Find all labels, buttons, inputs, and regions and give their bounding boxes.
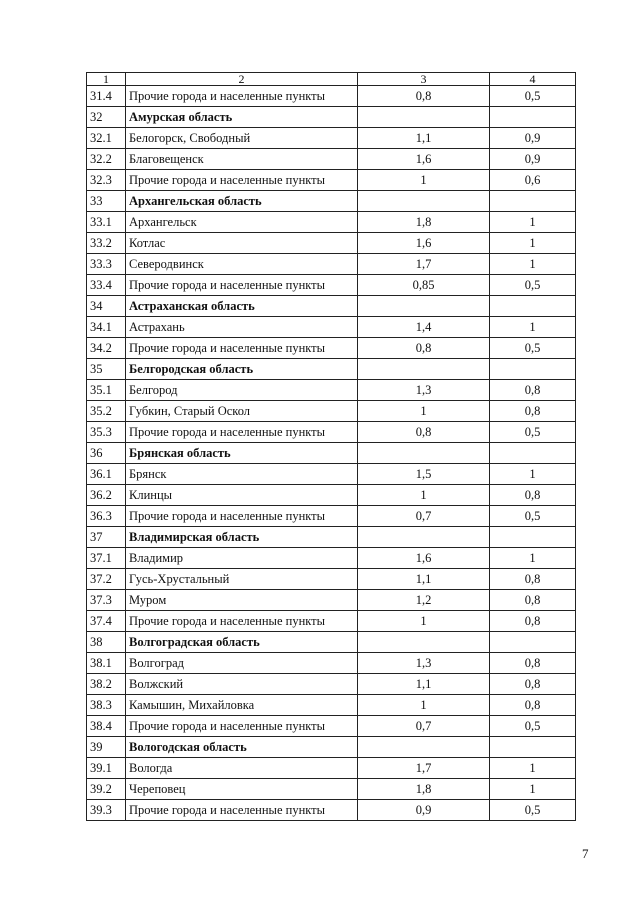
row-col4-cell	[490, 632, 576, 653]
row-col3-cell: 1,6	[358, 233, 490, 254]
row-col4-cell: 0,8	[490, 611, 576, 632]
row-number-cell: 33.3	[87, 254, 126, 275]
row-col4-cell: 1	[490, 548, 576, 569]
table-row	[87, 548, 576, 569]
row-name-cell: Прочие города и населенные пункты	[126, 611, 358, 632]
table-body	[87, 73, 576, 821]
row-col3-cell: 1,2	[358, 590, 490, 611]
row-number-cell: 36.2	[87, 485, 126, 506]
row-number-cell: 38.2	[87, 674, 126, 695]
row-number-cell: 39	[87, 737, 126, 758]
table-row	[87, 485, 576, 506]
row-col3-cell	[358, 632, 490, 653]
row-name-cell: Вологда	[126, 758, 358, 779]
row-col3-cell: 0,8	[358, 338, 490, 359]
row-number-cell: 32.3	[87, 170, 126, 191]
row-col4-cell: 0,6	[490, 170, 576, 191]
row-name-cell: Астраханская область	[126, 296, 358, 317]
row-col4-cell: 0,5	[490, 275, 576, 296]
row-name-cell: Владимирская область	[126, 527, 358, 548]
row-col3-cell: 0,8	[358, 422, 490, 443]
row-number-cell: 37.4	[87, 611, 126, 632]
row-name-cell: Владимир	[126, 548, 358, 569]
row-col4-cell: 1	[490, 758, 576, 779]
row-name-cell: Архангельская область	[126, 191, 358, 212]
header-row	[87, 73, 576, 86]
row-col3-cell: 1,3	[358, 653, 490, 674]
row-number-cell: 32	[87, 107, 126, 128]
row-col4-cell: 0,5	[490, 800, 576, 821]
row-name-cell: Прочие города и населенные пункты	[126, 800, 358, 821]
row-name-cell: Прочие города и населенные пункты	[126, 506, 358, 527]
row-name-cell: Клинцы	[126, 485, 358, 506]
table-row	[87, 86, 576, 107]
row-col4-cell: 0,8	[490, 401, 576, 422]
row-col3-cell: 1,8	[358, 779, 490, 800]
row-col3-cell	[358, 359, 490, 380]
table-row	[87, 275, 576, 296]
row-number-cell: 35	[87, 359, 126, 380]
table-row	[87, 401, 576, 422]
region-row	[87, 191, 576, 212]
row-number-cell: 38.4	[87, 716, 126, 737]
row-col4-cell: 1	[490, 317, 576, 338]
row-name-cell: Прочие города и населенные пункты	[126, 422, 358, 443]
row-col3-cell: 0,7	[358, 506, 490, 527]
row-number-cell: 34.1	[87, 317, 126, 338]
row-col4-cell: 0,9	[490, 128, 576, 149]
row-col4-cell	[490, 191, 576, 212]
row-number-cell: 38.1	[87, 653, 126, 674]
row-col3-cell: 1,1	[358, 128, 490, 149]
row-name-cell: Амурская область	[126, 107, 358, 128]
region-row	[87, 527, 576, 548]
row-name-cell: Вологодская область	[126, 737, 358, 758]
row-number-cell: 36	[87, 443, 126, 464]
table-row	[87, 779, 576, 800]
region-row	[87, 107, 576, 128]
row-name-cell: Череповец	[126, 779, 358, 800]
page-number: 7	[582, 846, 589, 861]
table-row	[87, 590, 576, 611]
row-col3-cell: 1,1	[358, 569, 490, 590]
row-name-cell: Прочие города и населенные пункты	[126, 170, 358, 191]
row-col4-cell: 0,5	[490, 338, 576, 359]
row-number-cell: 35.2	[87, 401, 126, 422]
region-row	[87, 359, 576, 380]
row-col3-cell: 1	[358, 485, 490, 506]
region-row	[87, 632, 576, 653]
row-name-cell: Белогорск, Свободный	[126, 128, 358, 149]
table-row	[87, 128, 576, 149]
row-name-cell: Северодвинск	[126, 254, 358, 275]
row-name-cell: Губкин, Старый Оскол	[126, 401, 358, 422]
row-number-cell: 34.2	[87, 338, 126, 359]
row-name-cell: Прочие города и населенные пункты	[126, 716, 358, 737]
row-col3-cell: 1	[358, 170, 490, 191]
row-number-cell: 39.3	[87, 800, 126, 821]
row-col3-cell	[358, 191, 490, 212]
table-row	[87, 149, 576, 170]
row-col3-cell: 1,4	[358, 317, 490, 338]
row-number-cell: 36.3	[87, 506, 126, 527]
region-row	[87, 296, 576, 317]
row-name-cell: Белгород	[126, 380, 358, 401]
row-name-cell: Гусь-Хрустальный	[126, 569, 358, 590]
row-col4-cell: 0,8	[490, 695, 576, 716]
row-number-cell: 38.3	[87, 695, 126, 716]
row-col3-cell: 1,6	[358, 548, 490, 569]
table-row	[87, 254, 576, 275]
region-row	[87, 737, 576, 758]
row-number-cell: 38	[87, 632, 126, 653]
row-col3-cell	[358, 527, 490, 548]
row-col3-cell: 1,7	[358, 758, 490, 779]
table-row	[87, 380, 576, 401]
row-number-cell: 32.2	[87, 149, 126, 170]
row-name-cell: Брянская область	[126, 443, 358, 464]
row-col3-cell	[358, 296, 490, 317]
row-number-cell: 33.2	[87, 233, 126, 254]
row-name-cell: Прочие города и населенные пункты	[126, 275, 358, 296]
row-col4-cell	[490, 737, 576, 758]
row-col4-cell: 0,8	[490, 674, 576, 695]
table-row	[87, 317, 576, 338]
row-col4-cell	[490, 107, 576, 128]
row-col3-cell: 1	[358, 401, 490, 422]
row-col4-cell: 0,5	[490, 506, 576, 527]
row-name-cell: Волгоградская область	[126, 632, 358, 653]
table-row	[87, 170, 576, 191]
row-name-cell: Муром	[126, 590, 358, 611]
row-name-cell: Волжский	[126, 674, 358, 695]
table-row	[87, 233, 576, 254]
region-row	[87, 443, 576, 464]
row-number-cell: 37.1	[87, 548, 126, 569]
row-col3-cell	[358, 443, 490, 464]
row-col3-cell: 0,7	[358, 716, 490, 737]
table-row	[87, 758, 576, 779]
table-row	[87, 611, 576, 632]
table-row	[87, 212, 576, 233]
row-col4-cell	[490, 359, 576, 380]
row-col4-cell: 0,5	[490, 422, 576, 443]
row-col4-cell: 0,8	[490, 485, 576, 506]
row-number-cell: 37.3	[87, 590, 126, 611]
row-col3-cell	[358, 737, 490, 758]
table-row	[87, 422, 576, 443]
row-name-cell: Волгоград	[126, 653, 358, 674]
table-row	[87, 800, 576, 821]
header-cell-1: 1	[87, 73, 126, 86]
row-name-cell: Архангельск	[126, 212, 358, 233]
table-row	[87, 695, 576, 716]
row-name-cell: Благовещенск	[126, 149, 358, 170]
coefficients-table	[86, 72, 576, 821]
row-col4-cell: 1	[490, 233, 576, 254]
row-name-cell: Прочие города и населенные пункты	[126, 338, 358, 359]
row-col4-cell: 1	[490, 779, 576, 800]
header-cell-3: 3	[358, 73, 490, 86]
row-number-cell: 33.1	[87, 212, 126, 233]
table-row	[87, 464, 576, 485]
row-col4-cell: 1	[490, 464, 576, 485]
row-col3-cell: 1,8	[358, 212, 490, 233]
header-cell-2: 2	[126, 73, 358, 86]
row-col3-cell: 1	[358, 611, 490, 632]
table-row	[87, 716, 576, 737]
row-name-cell: Прочие города и населенные пункты	[126, 86, 358, 107]
row-col3-cell: 1,5	[358, 464, 490, 485]
row-number-cell: 33	[87, 191, 126, 212]
row-col3-cell: 0,85	[358, 275, 490, 296]
row-name-cell: Камышин, Михайловка	[126, 695, 358, 716]
row-number-cell: 39.1	[87, 758, 126, 779]
row-col3-cell: 1,6	[358, 149, 490, 170]
row-col3-cell: 1	[358, 695, 490, 716]
table-row	[87, 506, 576, 527]
row-number-cell: 35.1	[87, 380, 126, 401]
row-name-cell: Белгородская область	[126, 359, 358, 380]
row-col4-cell: 0,8	[490, 569, 576, 590]
table-row	[87, 674, 576, 695]
row-col4-cell: 0,5	[490, 716, 576, 737]
row-col4-cell: 0,5	[490, 86, 576, 107]
row-number-cell: 36.1	[87, 464, 126, 485]
row-number-cell: 33.4	[87, 275, 126, 296]
row-col4-cell: 0,8	[490, 590, 576, 611]
row-col3-cell	[358, 107, 490, 128]
row-col4-cell	[490, 296, 576, 317]
row-number-cell: 37	[87, 527, 126, 548]
row-col3-cell: 1,3	[358, 380, 490, 401]
row-col4-cell: 0,9	[490, 149, 576, 170]
row-col4-cell: 0,8	[490, 653, 576, 674]
row-name-cell: Котлас	[126, 233, 358, 254]
row-col3-cell: 0,9	[358, 800, 490, 821]
row-col4-cell	[490, 527, 576, 548]
row-number-cell: 31.4	[87, 86, 126, 107]
table-row	[87, 338, 576, 359]
row-col4-cell: 0,8	[490, 380, 576, 401]
row-number-cell: 35.3	[87, 422, 126, 443]
header-cell-4: 4	[490, 73, 576, 86]
row-col3-cell: 1,7	[358, 254, 490, 275]
row-col3-cell: 1,1	[358, 674, 490, 695]
row-name-cell: Брянск	[126, 464, 358, 485]
row-col4-cell: 1	[490, 254, 576, 275]
row-col4-cell: 1	[490, 212, 576, 233]
row-name-cell: Астрахань	[126, 317, 358, 338]
row-col4-cell	[490, 443, 576, 464]
table-row	[87, 653, 576, 674]
row-number-cell: 37.2	[87, 569, 126, 590]
row-number-cell: 34	[87, 296, 126, 317]
row-col3-cell: 0,8	[358, 86, 490, 107]
row-number-cell: 32.1	[87, 128, 126, 149]
row-number-cell: 39.2	[87, 779, 126, 800]
table-row	[87, 569, 576, 590]
